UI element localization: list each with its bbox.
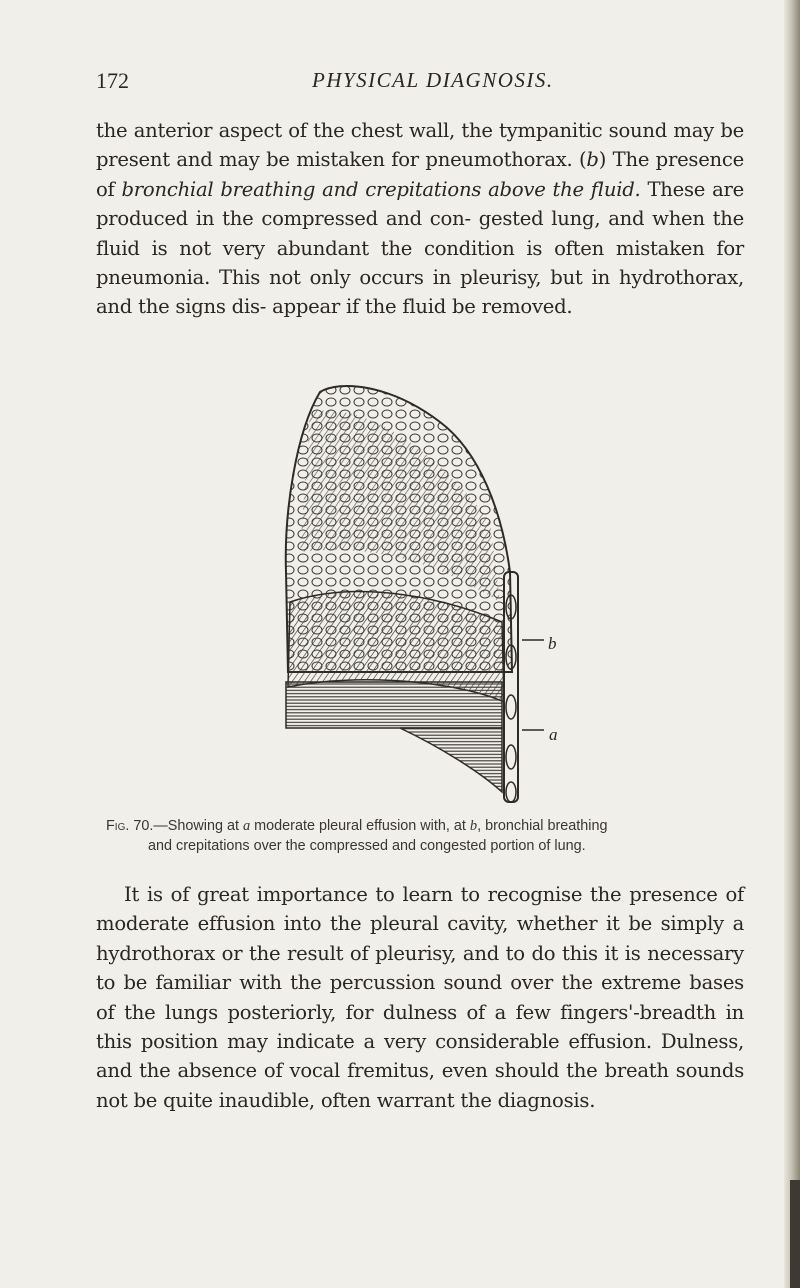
text-run-italic: b [586, 148, 599, 172]
figure-label-b: b [548, 634, 557, 653]
text-run: The presence of [96, 148, 744, 201]
page-edge-shadow [784, 0, 800, 1288]
page-number: 172 [96, 68, 129, 93]
text-run: may be present and may be mistaken for pneumothorax. ( [96, 119, 744, 172]
caption-line-1 [106, 816, 746, 836]
text-run: These are produced in the compressed and con- [96, 177, 744, 231]
caption-text: moderate pleural effusion with, at [250, 818, 470, 834]
caption-text: , bronchial breathing [477, 818, 608, 834]
text-run-italic: bronchial breathing and crepitations above the fluid. [121, 177, 641, 201]
caption-letter-a: a [242, 818, 251, 834]
text-run: condition is often mistaken for pneumonia. This not only [96, 236, 744, 290]
page-header [96, 68, 736, 102]
figure-70-illustration [240, 372, 600, 812]
text-run: the anterior aspect of the chest wall, the tympanitic sound [96, 119, 668, 142]
text-run: appear if the fluid be removed. [272, 295, 573, 319]
caption-text: —Showing at [153, 818, 243, 834]
figure-label-a: a [549, 725, 558, 744]
text-run: gested lung, and when the fluid is not very abundant the [96, 207, 744, 260]
figure-caption [106, 816, 746, 856]
paragraph-2: It is of great importance to learn to recognise the presence of moderate effusion into the pleural cavity, whether it be simply a hydrothorax or the result of pleurisy, and to do this it is necessary to be familiar with the percussion sound over the extreme bases of the lungs posteriorly, for dulness of a few fingers'-breadth in this position may indicate a very considerable effusion. Dulness, and the absence of vocal fremitus, even should the breath sounds not be quite inaudible, often warrant the diagnosis. [96, 883, 744, 1112]
caption-figure-number: Fig. 70. [106, 818, 154, 834]
lung-effusion-engraving [240, 372, 600, 812]
running-title: PHYSICAL DIAGNOSIS. [312, 68, 554, 92]
paragraph-1 [96, 116, 744, 322]
caption-letter-b: b [469, 818, 478, 834]
caption-line-2: and crepitations over the compressed and congested portion of lung. [148, 838, 586, 854]
text-run: ) [598, 148, 607, 172]
text-run: occurs in pleurisy, but in hydrothorax, and the signs dis- [96, 266, 744, 319]
